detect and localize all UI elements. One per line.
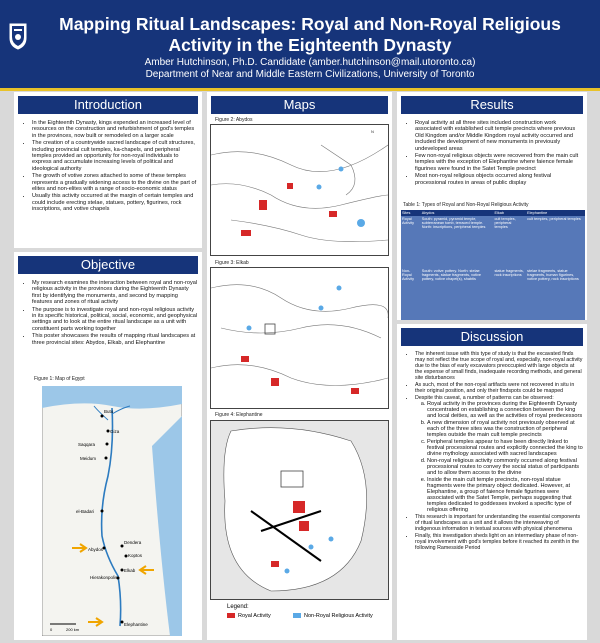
poster-authors — [40, 57, 580, 81]
pattern-item: c. Peripheral temples appear to have been directly linked to festival processional routes and explicitly connected the king to divine mythology associated with sacred landscapes — [427, 439, 583, 457]
list-item-text: Despite this caveat, a number of patterns can be observed: — [415, 395, 554, 401]
maps-panel — [207, 92, 392, 640]
poster-header — [0, 0, 600, 88]
map-label: Buto — [104, 409, 114, 414]
table-cell: Non-Royal Activity — [401, 268, 421, 320]
map-label: el-Badari — [76, 509, 95, 514]
introduction-list — [14, 120, 202, 213]
pattern-item: b. A new dimension of royal activity not previously observed at each of the three sites was the construction of peripheral temples outside the main cult temple precincts — [427, 420, 583, 438]
egypt-map — [42, 386, 182, 636]
discussion-heading: Discussion — [401, 328, 583, 346]
objective-list — [14, 280, 202, 346]
introduction-panel — [14, 92, 202, 248]
figure1-caption: Figure 1: Map of Egypt — [34, 376, 85, 382]
poster-title: Mapping Ritual Landscapes: Royal and Non-Royal Religious Activity in the Eighteenth Dynasty — [59, 14, 561, 55]
author-line: Amber Hutchinson, Ph.D. Candidate (amber.hutchinson@mail.utoronto.ca) — [144, 57, 476, 68]
university-crest-icon — [8, 22, 28, 50]
elkab-map — [210, 267, 389, 409]
results-panel — [397, 92, 587, 320]
list-item: • Finally, this investigation sheds light on an intermediary phase of non-royal involvement with god's temples before it reached its zenith in the following Ramesside Period — [415, 533, 583, 551]
list-item: • Most non-royal religious objects occurred along festival processional routes in areas of public display — [415, 173, 583, 186]
table-header: Elkab — [493, 210, 526, 216]
list-item: • This poster showcases the results of mapping ritual landscapes at three provincial sites: Abydos, Elkab, and Elephantine — [32, 333, 198, 346]
table-cell: South: votive pottery. North: stelae fragments, statue fragments, votive pottery, votive chapel(s), shabtis — [421, 268, 494, 320]
pattern-list — [415, 401, 583, 513]
table-cell: cult temples, peripheral temples — [526, 216, 585, 268]
list-item: • Royal activity at all three sites included construction work associated with established cult temple precincts where previous Old Kingdom and/or Middle Kingdom royal activity occurred and included the development of new monuments in previously undeveloped areas — [415, 120, 583, 152]
objective-panel — [14, 252, 202, 640]
table-row — [401, 216, 585, 268]
list-item: • This research is important for understanding the essential components of ritual landscapes as a unit and it allows the interweaving of indigenous information in textual sources with physical phenomena — [415, 514, 583, 532]
map-label: Saqqara — [78, 442, 96, 447]
scale-label: 0 — [50, 627, 53, 632]
map-label: Dendera — [124, 540, 142, 545]
table-header: Abydos — [421, 210, 494, 216]
introduction-heading: Introduction — [18, 96, 198, 114]
table-row — [401, 268, 585, 320]
legend-nonroyal-swatch — [293, 613, 301, 618]
activity-table — [401, 210, 585, 320]
legend-nonroyal-label: Non-Royal Religious Activity — [304, 613, 373, 619]
list-item — [415, 395, 583, 513]
results-list — [397, 120, 587, 186]
abydos-map — [210, 124, 389, 256]
map-label: Elkab — [124, 568, 136, 573]
map-label: Abydos — [88, 547, 104, 552]
list-item: • As such, most of the non-royal artifacts were not recovered in situ in their original position, and only their findspots could be mapped — [415, 382, 583, 394]
maps-heading: Maps — [211, 96, 388, 114]
legend — [227, 604, 382, 619]
svg-text:N: N — [371, 129, 374, 134]
table-caption: Table 1: Types of Royal and Non-Royal Religious Activity — [403, 202, 529, 208]
figure3-caption: Figure 3: Elkab — [215, 260, 249, 266]
objective-heading: Objective — [18, 256, 198, 274]
table-cell: statue fragments, rock inscriptions — [493, 268, 526, 320]
legend-royal-label: Royal Activity — [238, 613, 271, 619]
table-cell: South: pyramid, pyramid temple, subterranean tomb, terraced temple. North: inscriptions, peripheral temples — [421, 216, 494, 268]
list-item: • The creation of a countrywide sacred landscape of cult structures, including provincial cult temples, ka-chapels, and peripheral temples provided an opportunity for non-royal individuals to express and accumulate increasing levels of political and ideological authority — [32, 140, 198, 172]
list-item: • The growth of votive zones attached to some of these temples represents a gradually widening access to the divine on the part of elites and non-elites with a range of socio-economic status — [32, 173, 198, 192]
list-item: • Usually this activity occurred at the margin of certain temples and could include erecting stelae, statues, pottery, figurines, rock inscriptions, and votive chapels — [32, 193, 198, 212]
map-label: Koptos — [128, 553, 143, 558]
pattern-item: e. Inside the main cult temple precincts, non-royal statue fragments were the primary object dedicated. However, at Elephantine, a group of faience female figurines were associated with the Satet Temple, perhaps suggesting that temples dedicated to goddesses invoked a specific type of religious offering — [427, 477, 583, 513]
legend-royal-swatch — [227, 613, 235, 618]
list-item: • My research examines the interaction between royal and non-royal religious activity in the provinces during the Eighteenth Dynasty first by identifying the monuments, and second by mapping features and zones of ritual activity — [32, 280, 198, 306]
elephantine-map — [210, 420, 389, 600]
figure2-caption: Figure 2: Abydos — [215, 117, 253, 123]
table-header: Sites — [401, 210, 421, 216]
list-item: • The purpose is to investigate royal and non-royal religious activity in its specific historical, political, social, economic, and geophysical settings and to look at the entire ritual landscape as a unit with constituent parts working together — [32, 307, 198, 333]
list-item: • In the Eighteenth Dynasty, kings expended an increased level of resources on the construction and refurbishment of god's temples in the provinces, now built or remodeled on a larger scale — [32, 120, 198, 139]
table-header: Elephantine — [526, 210, 585, 216]
pattern-item: a. Royal activity in the provinces during the Eighteenth Dynasty concentrated on establishing a connection between the king and local deities, as well as the activities of royal predecessors — [427, 401, 583, 419]
table-cell: cult temples, peripheral temples — [493, 216, 526, 268]
map-label: Hierakonpolis — [90, 575, 118, 580]
legend-title: Legend: — [227, 604, 249, 610]
scale-label: 200 km — [66, 627, 80, 632]
table-cell: Royal Activity — [401, 216, 421, 268]
results-heading: Results — [401, 96, 583, 114]
department-line: Department of Near and Middle Eastern Civilizations, University of Toronto — [145, 69, 475, 80]
discussion-panel — [397, 324, 587, 640]
pattern-item: d. Non-royal religious activity commonly occurred along festival processional routes to convey the social status of participants and to allow them access to the divine — [427, 458, 583, 476]
map-label: Elephantine — [124, 622, 148, 627]
discussion-list — [397, 351, 587, 551]
table-cell: stelae fragments, statue fragments, human figurines, votive pottery, rock inscriptions — [526, 268, 585, 320]
figure4-caption: Figure 4: Elephantine — [215, 412, 263, 418]
map-label: Giza — [110, 429, 120, 434]
gold-divider — [0, 88, 600, 91]
map-label: Meidum — [80, 456, 97, 461]
list-item: • Few non-royal religious objects were recovered from the main cult temples with the exception of Elephantine where faience female figurines were found in the Satet Temple precinct — [415, 153, 583, 172]
list-item: • The inherent issue with this type of study is that the excavated finds may not reflect the true scope of royal and, especially, non-royal activity due to the bias of early excavators preoccupied with large objects at the expense of small finds, inadequate recording methods, and general site disturbances — [415, 351, 583, 381]
